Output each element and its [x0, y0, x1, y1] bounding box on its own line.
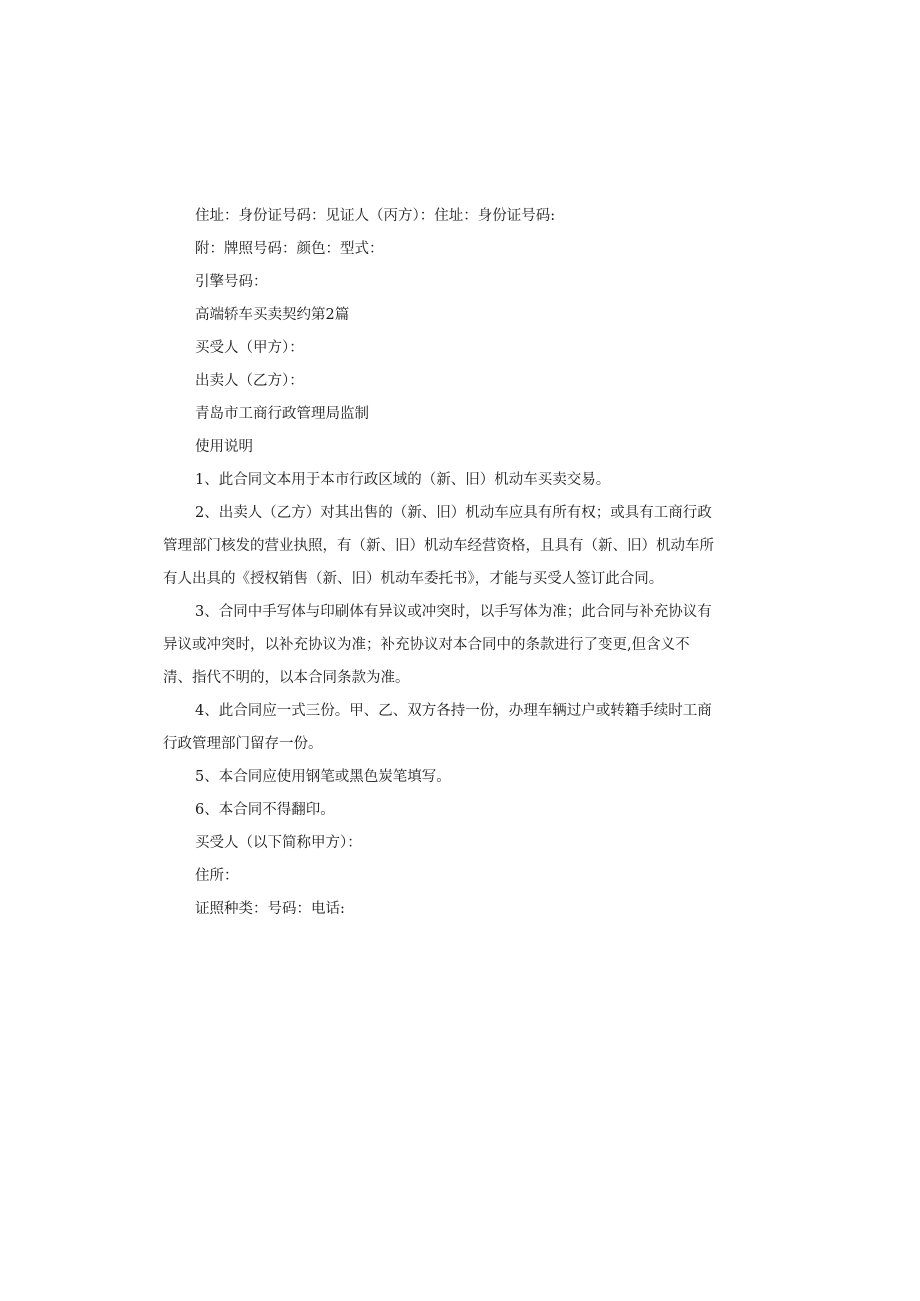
document-body	[163, 200, 755, 926]
instruction-item-1	[195, 464, 755, 497]
instruction-5-row-1: 5、本合同应使用钢笔或黑色炭笔填写。	[195, 769, 451, 785]
contract-title: 高端轿车买卖契约第2篇	[195, 307, 350, 323]
instruction-4-row-2: 行政管理部门留存一份。	[163, 736, 323, 752]
buyer-line: 买受人（甲方）：	[195, 340, 304, 356]
buyer-abbrev-line: 买受人（以下简称甲方）：	[195, 835, 362, 851]
instruction-2-row-1: 2、出卖人（乙方）对其出售的（新、旧）机动车应具有所有权；或具有工商行政	[195, 505, 712, 521]
instructions-heading: 使用说明	[195, 439, 253, 455]
address-id-line: 住址：身份证号码：见证人（丙方）：住址：身份证号码:	[195, 208, 556, 224]
instruction-3-row-2: 异议或冲突时，以补充协议为准；补充协议对本合同中的条款进行了变更,但含义不	[163, 637, 690, 653]
instruction-item-6	[195, 794, 755, 827]
instruction-3-row-3: 清、指代不明的，以本合同条款为准。	[163, 670, 410, 686]
residence-line: 住所：	[195, 868, 239, 884]
instruction-3-row-1: 3、合同中手写体与印刷体有异议或冲突时，以手写体为准；此合同与补充协议有	[195, 604, 712, 620]
instruction-item-5	[195, 761, 755, 794]
engine-number-line: 引擎号码：	[195, 274, 268, 290]
instruction-6-row-1: 6、本合同不得翻印。	[195, 802, 335, 818]
instruction-1-row-1: 1、此合同文本用于本市行政区域的（新、旧）机动车买卖交易。	[195, 472, 611, 488]
instruction-2-row-2: 管理部门核发的营业执照，有（新、旧）机动车经营资格，且具有（新、旧）机动车所	[163, 538, 714, 554]
instruction-item-4	[163, 695, 755, 761]
instruction-item-2	[163, 497, 755, 596]
plate-color-line: 附：牌照号码：颜色：型式：	[195, 241, 384, 257]
instruction-item-3	[163, 596, 755, 695]
supervisor-line: 青岛市工商行政管理局监制	[195, 406, 369, 422]
instruction-2-row-3: 有人出具的《授权销售（新、旧）机动车委托书》，才能与买受人签订此合同。	[163, 571, 664, 587]
seller-line: 出卖人（乙方）：	[195, 373, 304, 389]
license-number-phone-line: 证照种类：号码：电话:	[195, 901, 345, 917]
instruction-4-row-1: 4、此合同应一式三份。甲、乙、双方各持一份，办理车辆过户或转籍手续时工商	[195, 703, 712, 719]
